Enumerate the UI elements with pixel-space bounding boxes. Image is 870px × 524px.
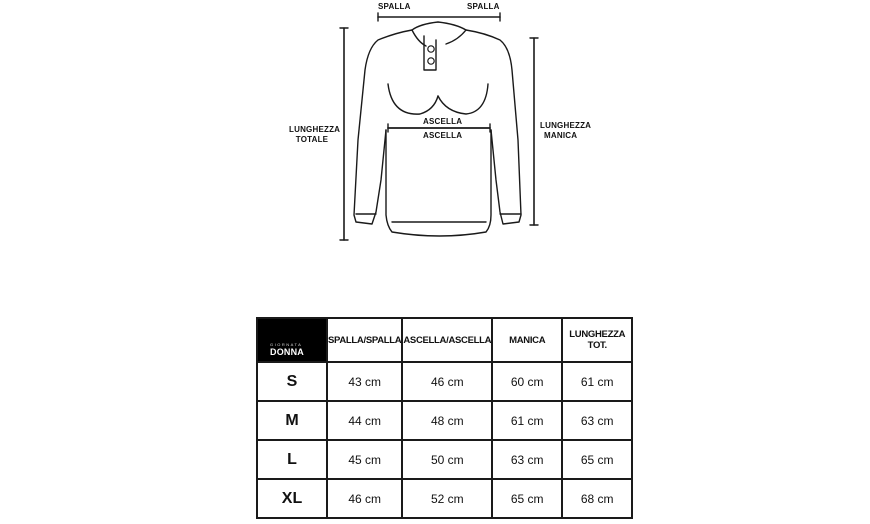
brand-logo-small: GIORNATA xyxy=(270,342,303,347)
table-header-row xyxy=(257,318,632,362)
table-cell: 45 cm xyxy=(327,440,402,479)
table-cell: 68 cm xyxy=(562,479,632,518)
spalla-right-label: SPALLA xyxy=(467,2,500,11)
table-row xyxy=(257,362,632,401)
table-row xyxy=(257,401,632,440)
column-header-lunghezza: LUNGHEZZA TOT. xyxy=(562,318,632,362)
column-header-ascella: ASCELLA/ASCELLA xyxy=(402,318,492,362)
column-header-spalla: SPALLA/SPALLA xyxy=(327,318,402,362)
size-cell: L xyxy=(257,440,327,479)
size-cell: S xyxy=(257,362,327,401)
left-sleeve-outline xyxy=(354,30,412,224)
table-row xyxy=(257,440,632,479)
table-cell: 63 cm xyxy=(492,440,562,479)
size-chart-table xyxy=(256,317,633,519)
table-cell: 48 cm xyxy=(402,401,492,440)
torso-outline xyxy=(386,130,491,236)
button-icon xyxy=(428,58,434,64)
table-cell: 46 cm xyxy=(327,479,402,518)
ascella-top-label: ASCELLA xyxy=(423,117,463,126)
size-cell: M xyxy=(257,401,327,440)
table-cell: 50 cm xyxy=(402,440,492,479)
table-cell: 65 cm xyxy=(562,440,632,479)
table-cell: 61 cm xyxy=(562,362,632,401)
table-cell: 44 cm xyxy=(327,401,402,440)
table-cell: 61 cm xyxy=(492,401,562,440)
button-icon xyxy=(428,46,434,52)
lunghezza-manica-label xyxy=(540,121,591,141)
lunghezza-manica-line2: MANICA xyxy=(544,131,578,140)
column-header-manica: MANICA xyxy=(492,318,562,362)
table-cell: 65 cm xyxy=(492,479,562,518)
spalla-left-label: SPALLA xyxy=(378,2,411,11)
table-cell: 63 cm xyxy=(562,401,632,440)
right-sleeve-outline xyxy=(466,30,521,224)
table-cell: 52 cm xyxy=(402,479,492,518)
table-cell: 43 cm xyxy=(327,362,402,401)
ascella-bottom-label: ASCELLA xyxy=(423,131,463,140)
lunghezza-totale-line1: LUNGHEZZA xyxy=(289,125,341,134)
table-cell: 60 cm xyxy=(492,362,562,401)
size-cell: XL xyxy=(257,479,327,518)
neckline xyxy=(412,22,466,30)
table-cell: 46 cm xyxy=(402,362,492,401)
lunghezza-totale-label xyxy=(289,125,341,145)
brand-logo xyxy=(257,318,327,362)
lunghezza-totale-line2: TOTALE xyxy=(295,135,329,144)
table-row xyxy=(257,479,632,518)
lunghezza-manica-line1: LUNGHEZZA xyxy=(540,121,592,130)
brand-logo-main: DONNA xyxy=(270,347,304,357)
